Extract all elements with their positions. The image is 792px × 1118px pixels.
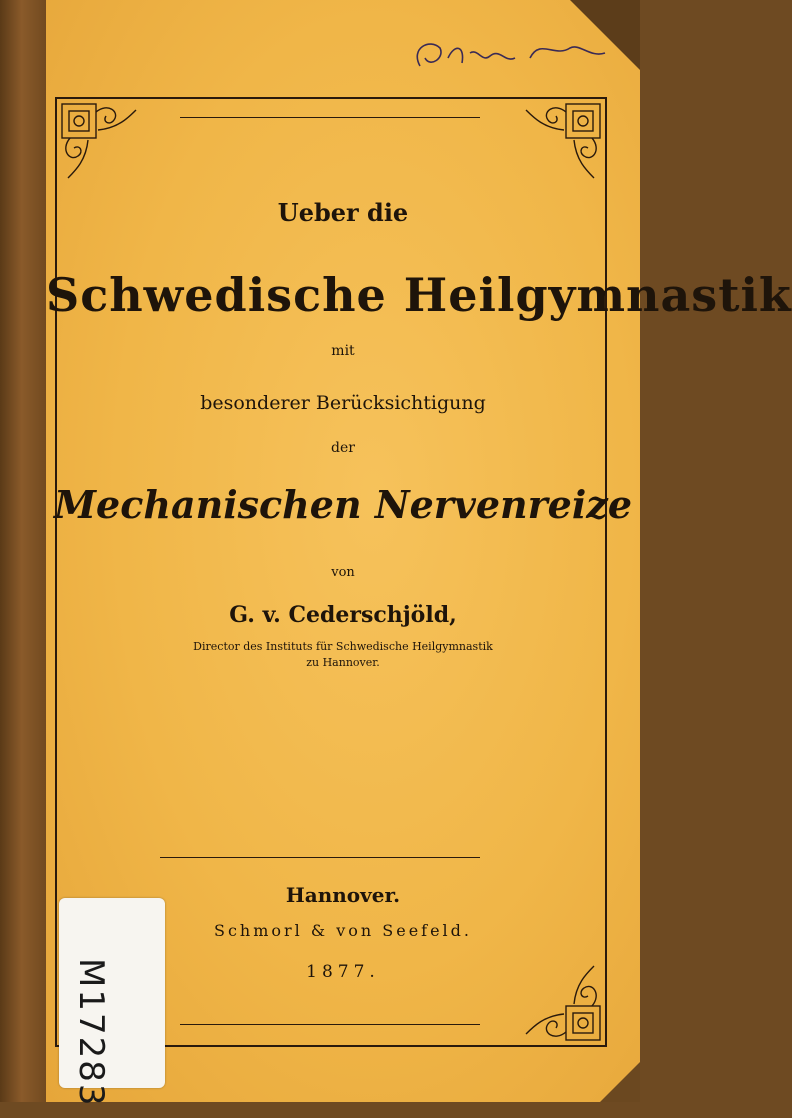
- mit-text: mit: [331, 343, 355, 359]
- besonderer-text: besonderer Berücksichtigung: [200, 392, 486, 414]
- der-text: der: [331, 440, 355, 456]
- publication-year: 1877.: [306, 962, 380, 982]
- publication-place: Hannover.: [285, 883, 401, 907]
- corner-ornament-icon: [524, 100, 604, 180]
- author-location: zu Hannover.: [306, 656, 380, 669]
- divider-rule: [160, 857, 480, 858]
- shelfmark-text: M17283: [71, 958, 111, 1108]
- page-corner-bottom: [600, 1062, 640, 1102]
- publisher: Schmorl & von Seefeld.: [213, 921, 472, 940]
- bottom-rule: [180, 1024, 480, 1025]
- author-affiliation: Director des Instituts für Schwedische Heilgymnastik: [193, 640, 493, 653]
- von-text: von: [331, 565, 355, 580]
- top-rule: [180, 117, 480, 118]
- author-name: G. v. Cederschjöld,: [229, 602, 457, 628]
- main-title: Schwedische Heilgymnastik: [46, 268, 792, 322]
- handwritten-note: [370, 28, 610, 78]
- corner-ornament-icon: [58, 100, 138, 180]
- library-shelfmark-label: [59, 898, 165, 1108]
- intro-text: Ueber die: [277, 198, 409, 227]
- subtitle: Mechanischen Nervenreize: [53, 482, 633, 527]
- book-spine: [0, 0, 48, 1102]
